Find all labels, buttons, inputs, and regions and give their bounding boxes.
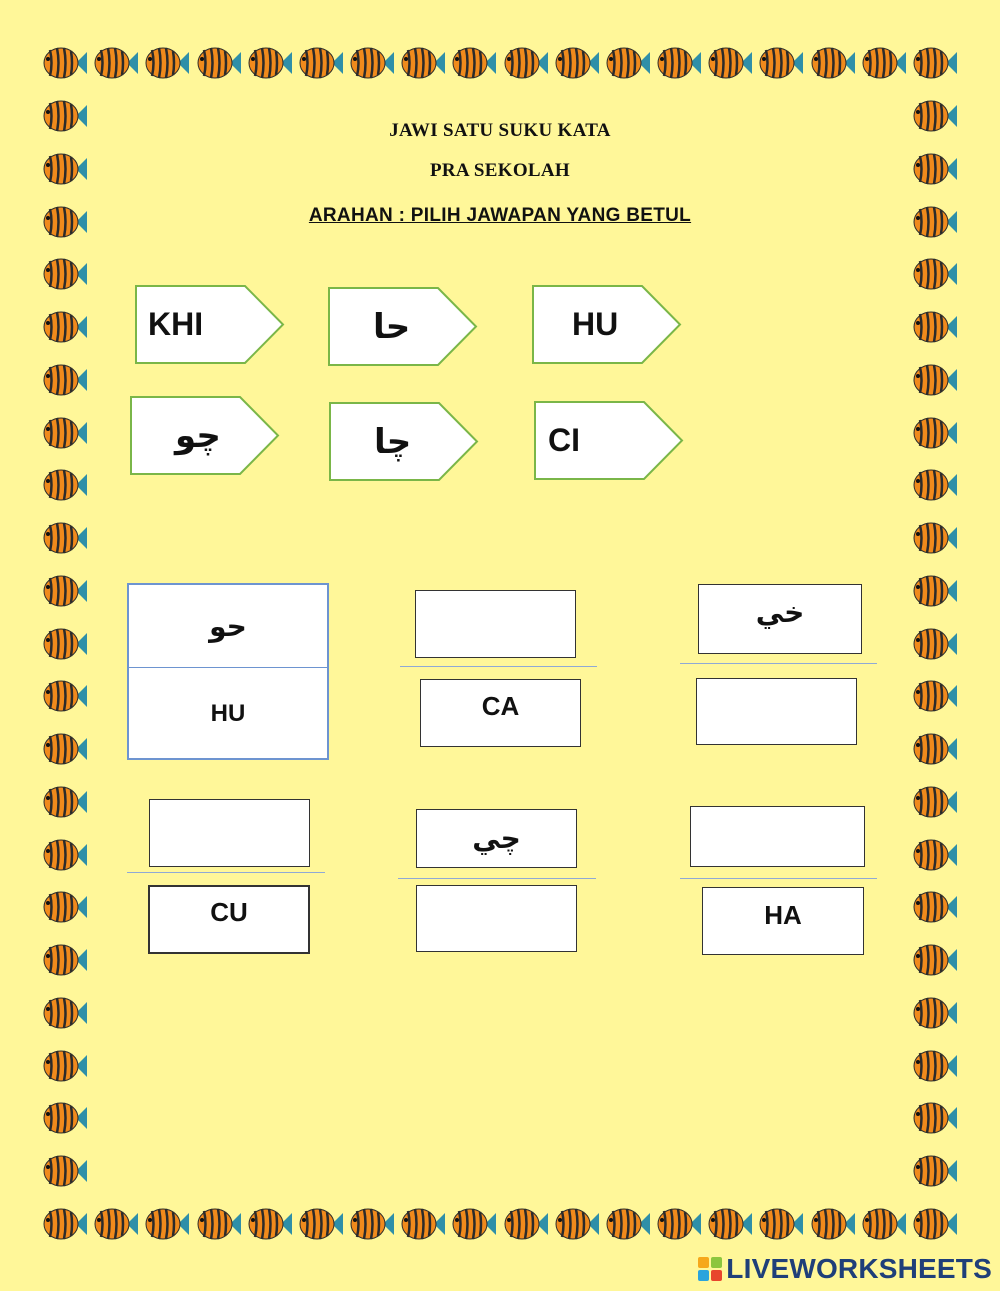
tropical-fish-icon — [42, 310, 88, 344]
tropical-fish-icon — [349, 46, 395, 80]
tropical-fish-icon — [707, 1207, 753, 1241]
example-jawi: حو — [209, 609, 247, 643]
tropical-fish-icon — [554, 46, 600, 80]
tropical-fish-icon — [912, 468, 958, 502]
tropical-fish-icon — [42, 468, 88, 502]
worksheet-subtitle: PRA SEKOLAH — [429, 160, 571, 181]
pair-divider — [400, 666, 597, 667]
tropical-fish-icon — [349, 1207, 395, 1241]
tropical-fish-icon — [912, 838, 958, 872]
tropical-fish-icon — [912, 1049, 958, 1083]
tropical-fish-icon — [42, 1207, 88, 1241]
tropical-fish-icon — [912, 310, 958, 344]
tropical-fish-icon — [554, 1207, 600, 1241]
tropical-fish-icon — [196, 1207, 242, 1241]
tropical-fish-icon — [93, 1207, 139, 1241]
tropical-fish-icon — [912, 732, 958, 766]
choice-label: چو — [175, 415, 221, 456]
box-pair1-bottom — [420, 679, 581, 747]
choice-tag-khi[interactable] — [135, 285, 285, 364]
box-text: CU — [210, 897, 248, 927]
brand-name: LIVEWORKSHEETS — [726, 1253, 992, 1284]
tropical-fish-icon — [605, 46, 651, 80]
drop-box-pair1-top[interactable] — [415, 590, 576, 658]
tropical-fish-icon — [298, 1207, 344, 1241]
choice-label: حا — [373, 306, 411, 347]
tropical-fish-icon — [42, 46, 88, 80]
tropical-fish-icon — [451, 46, 497, 80]
tropical-fish-icon — [912, 1207, 958, 1241]
box-text: خي — [755, 595, 805, 629]
tropical-fish-icon — [247, 46, 293, 80]
pair-divider — [680, 878, 877, 879]
tropical-fish-icon — [912, 1101, 958, 1135]
tropical-fish-icon — [912, 1154, 958, 1188]
drop-box-pair2-bottom[interactable] — [696, 678, 857, 745]
choice-tag-ha-jawi[interactable] — [328, 287, 478, 366]
tropical-fish-icon — [503, 46, 549, 80]
tropical-fish-icon — [758, 46, 804, 80]
tropical-fish-icon — [42, 1101, 88, 1135]
example-card — [127, 583, 329, 760]
tropical-fish-icon — [912, 996, 958, 1030]
liveworksheets-logo-icon — [698, 1257, 722, 1281]
choice-label: چا — [374, 421, 412, 462]
tropical-fish-icon — [196, 46, 242, 80]
tropical-fish-icon — [93, 46, 139, 80]
tropical-fish-icon — [912, 257, 958, 291]
tropical-fish-icon — [912, 679, 958, 713]
tropical-fish-icon — [298, 46, 344, 80]
pair-divider — [680, 663, 877, 664]
choice-label: CI — [548, 422, 580, 458]
choice-tag-ci[interactable] — [534, 401, 684, 480]
tropical-fish-icon — [42, 943, 88, 977]
tropical-fish-icon — [42, 416, 88, 450]
box-pair5-bottom — [702, 887, 864, 955]
pair-divider — [398, 878, 596, 879]
box-pair2-top — [698, 584, 862, 654]
tropical-fish-icon — [912, 363, 958, 397]
example-divider — [129, 667, 327, 668]
tropical-fish-icon — [42, 838, 88, 872]
tropical-fish-icon — [912, 785, 958, 819]
tropical-fish-icon — [42, 257, 88, 291]
drop-box-pair4-bottom[interactable] — [416, 885, 577, 952]
box-text: چي — [472, 822, 521, 855]
drop-box-pair3-top[interactable] — [149, 799, 310, 867]
tropical-fish-icon — [144, 46, 190, 80]
tropical-fish-icon — [707, 46, 753, 80]
tropical-fish-icon — [912, 890, 958, 924]
drop-box-pair5-top[interactable] — [690, 806, 865, 867]
tropical-fish-icon — [42, 1154, 88, 1188]
choice-tag-ca-jawi[interactable] — [329, 402, 479, 481]
choice-label: HU — [572, 306, 619, 342]
tropical-fish-icon — [605, 1207, 651, 1241]
liveworksheets-logo[interactable] — [698, 1253, 992, 1285]
tropical-fish-icon — [912, 521, 958, 555]
tropical-fish-icon — [42, 890, 88, 924]
tropical-fish-icon — [400, 46, 446, 80]
tropical-fish-icon — [42, 1049, 88, 1083]
tropical-fish-icon — [42, 574, 88, 608]
tropical-fish-icon — [912, 416, 958, 450]
tropical-fish-icon — [451, 1207, 497, 1241]
box-pair3-bottom — [148, 885, 310, 954]
tropical-fish-icon — [656, 46, 702, 80]
choice-tag-cu-jawi[interactable] — [130, 396, 280, 475]
tropical-fish-icon — [810, 1207, 856, 1241]
choice-label: KHI — [148, 306, 204, 342]
tropical-fish-icon — [400, 1207, 446, 1241]
tropical-fish-icon — [912, 943, 958, 977]
tropical-fish-icon — [144, 1207, 190, 1241]
tropical-fish-icon — [656, 1207, 702, 1241]
tropical-fish-icon — [503, 1207, 549, 1241]
tropical-fish-icon — [42, 627, 88, 661]
tropical-fish-icon — [912, 627, 958, 661]
pair-divider — [127, 872, 325, 873]
tropical-fish-icon — [247, 1207, 293, 1241]
tropical-fish-icon — [42, 996, 88, 1030]
box-text: HA — [764, 899, 802, 930]
tropical-fish-icon — [42, 732, 88, 766]
tropical-fish-icon — [912, 46, 958, 80]
tropical-fish-icon — [758, 1207, 804, 1241]
example-latin: HU — [210, 699, 246, 727]
tropical-fish-icon — [42, 521, 88, 555]
worksheet-title: JAWI SATU SUKU KATA — [389, 120, 611, 141]
tropical-fish-icon — [42, 785, 88, 819]
instruction-text: ARAHAN : PILIH JAWAPAN YANG BETUL — [308, 205, 692, 226]
tropical-fish-icon — [861, 46, 907, 80]
tropical-fish-icon — [810, 46, 856, 80]
tropical-fish-icon — [912, 574, 958, 608]
tropical-fish-icon — [42, 679, 88, 713]
choice-tag-hu[interactable] — [532, 285, 682, 364]
tropical-fish-icon — [861, 1207, 907, 1241]
box-text: CA — [481, 690, 520, 721]
tropical-fish-icon — [42, 363, 88, 397]
box-pair4-top — [416, 809, 577, 868]
